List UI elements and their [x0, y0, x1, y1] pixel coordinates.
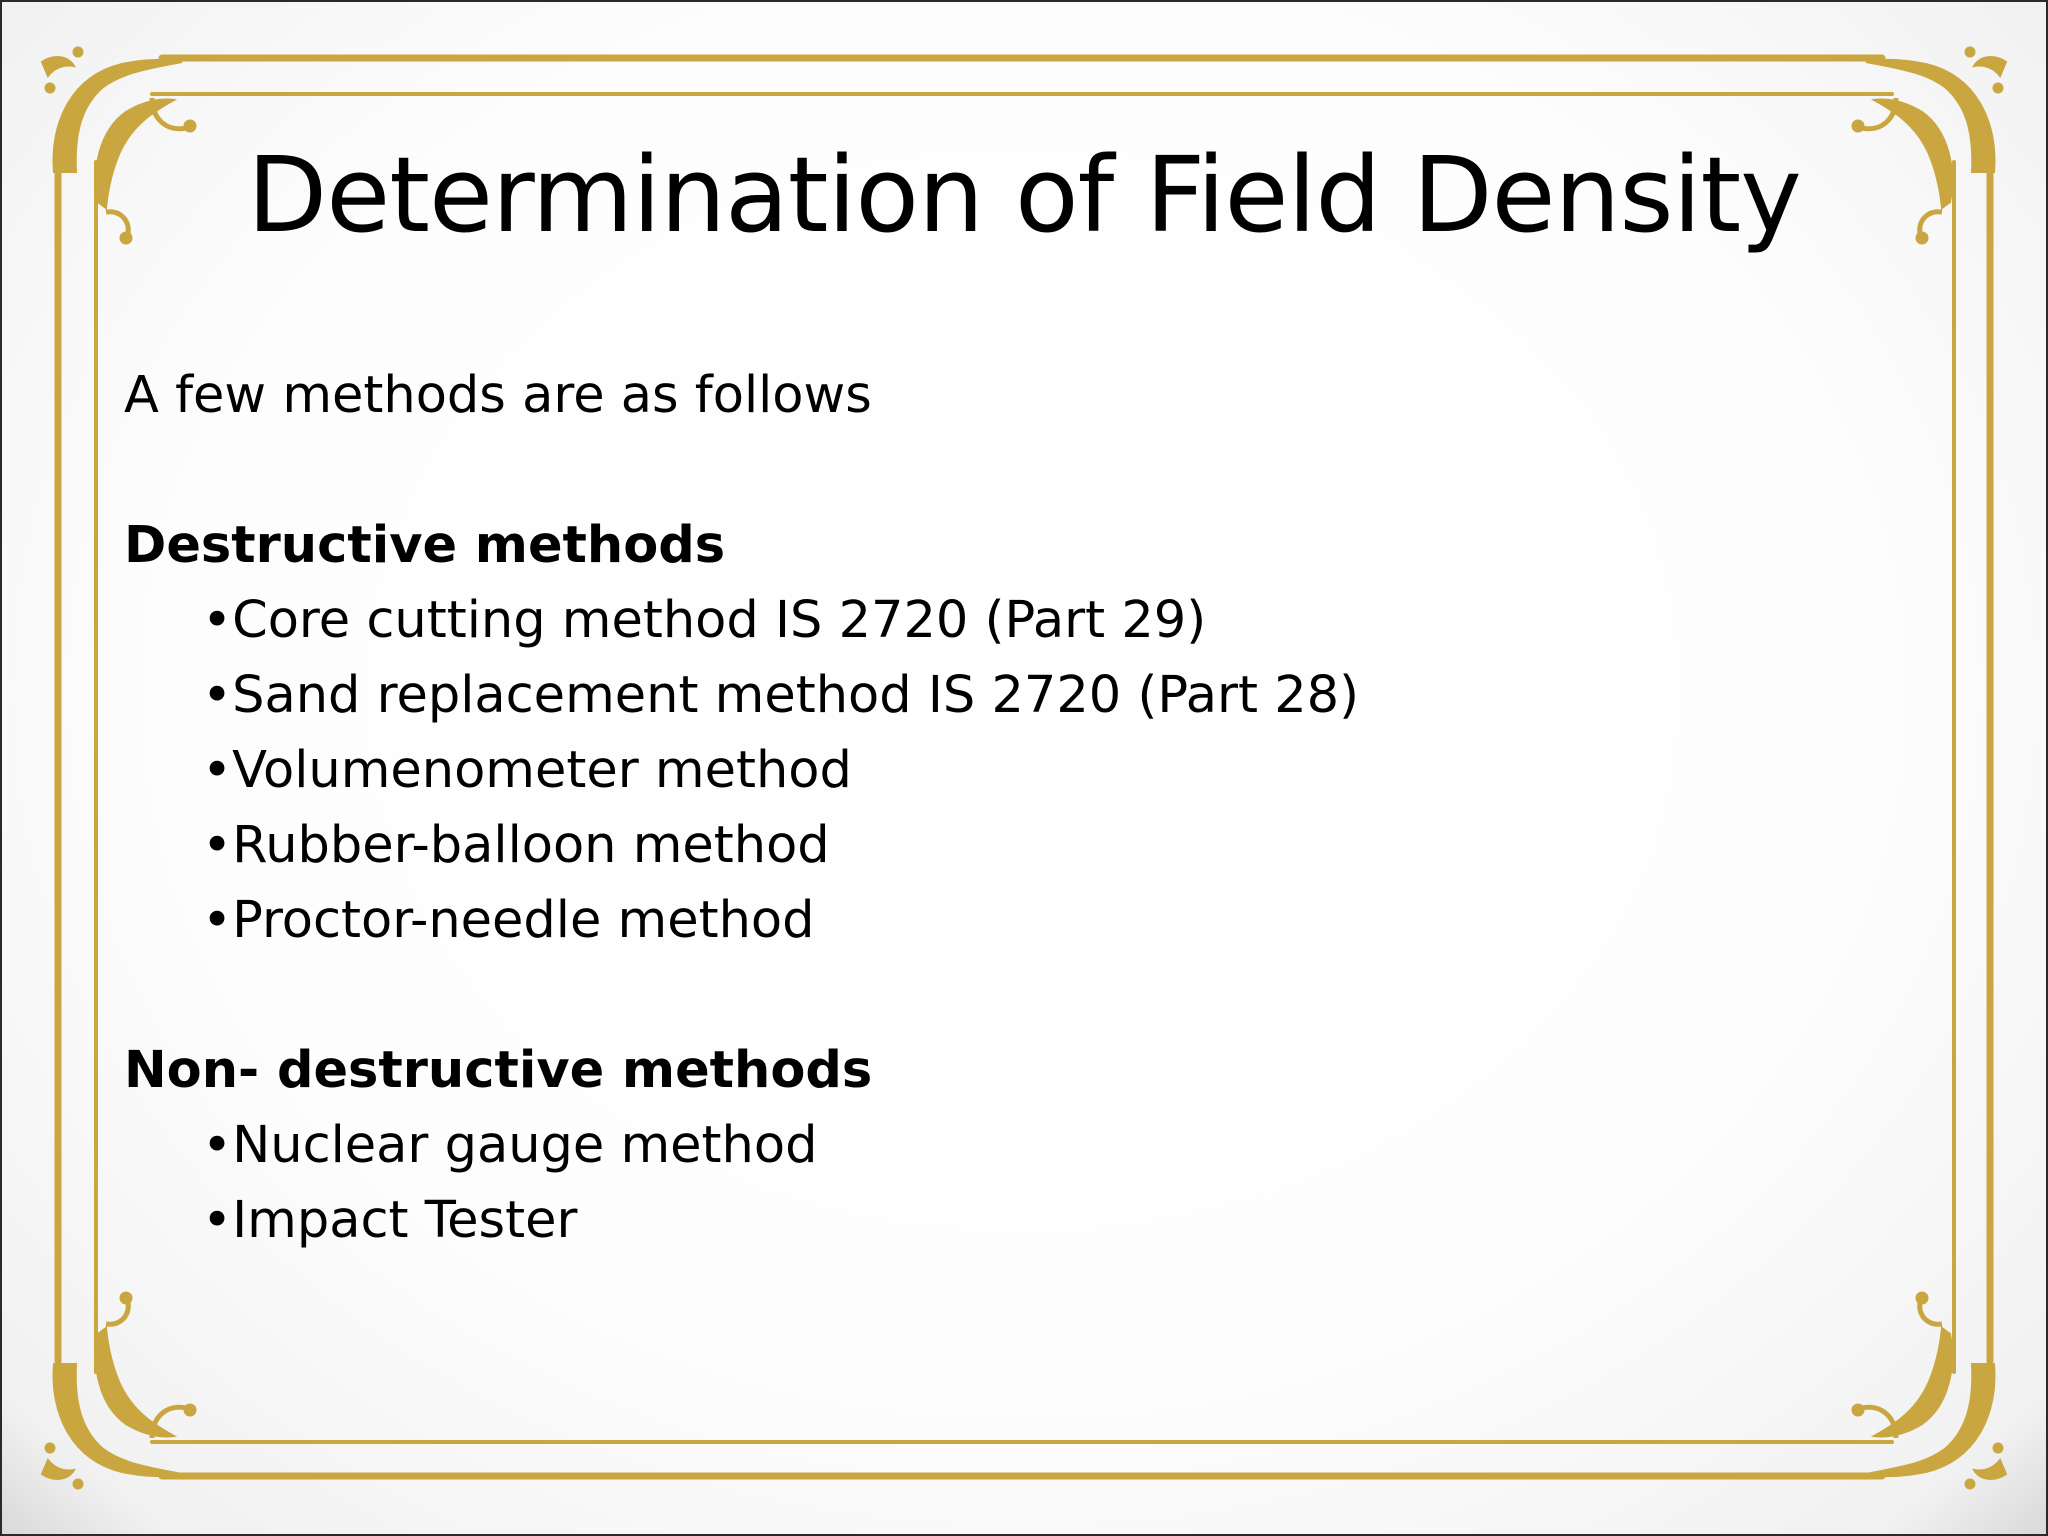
slide — [2, 2, 2046, 1534]
list-item-text: Rubber-balloon method — [232, 816, 830, 875]
list-item — [202, 583, 1824, 658]
list-item-text: Core cutting method IS 2720 (Part 29) — [232, 591, 1207, 650]
list-item-text: Volumenometer method — [232, 741, 852, 800]
intro-text: A few methods are as follows — [124, 366, 872, 425]
bullet-icon: • — [202, 816, 233, 875]
list-item — [202, 1183, 1824, 1258]
list-item — [202, 658, 1824, 733]
slide-title: Determination of Field Density — [247, 134, 1801, 256]
list-item-text: Nuclear gauge method — [232, 1116, 818, 1175]
spacer — [124, 433, 1824, 508]
bullet-icon: • — [202, 891, 233, 950]
list-item-text: Impact Tester — [232, 1191, 578, 1250]
bullet-icon: • — [202, 1116, 233, 1175]
section-heading-destructive: Destructive methods — [124, 516, 726, 575]
section-heading-non-destructive: Non- destructive methods — [124, 1041, 873, 1100]
list-item-text: Proctor-needle method — [232, 891, 815, 950]
destructive-methods-list — [124, 583, 1824, 958]
non-destructive-methods-list — [124, 1108, 1824, 1258]
spacer — [124, 958, 1824, 1033]
list-item-text: Sand replacement method IS 2720 (Part 28) — [232, 666, 1360, 725]
list-item — [202, 733, 1824, 808]
bullet-icon: • — [202, 741, 233, 800]
list-item — [202, 808, 1824, 883]
list-item — [202, 883, 1824, 958]
list-item — [202, 1108, 1824, 1183]
bullet-icon: • — [202, 1191, 233, 1250]
bullet-icon: • — [202, 591, 233, 650]
slide-body — [124, 358, 1824, 1258]
bullet-icon: • — [202, 666, 233, 725]
